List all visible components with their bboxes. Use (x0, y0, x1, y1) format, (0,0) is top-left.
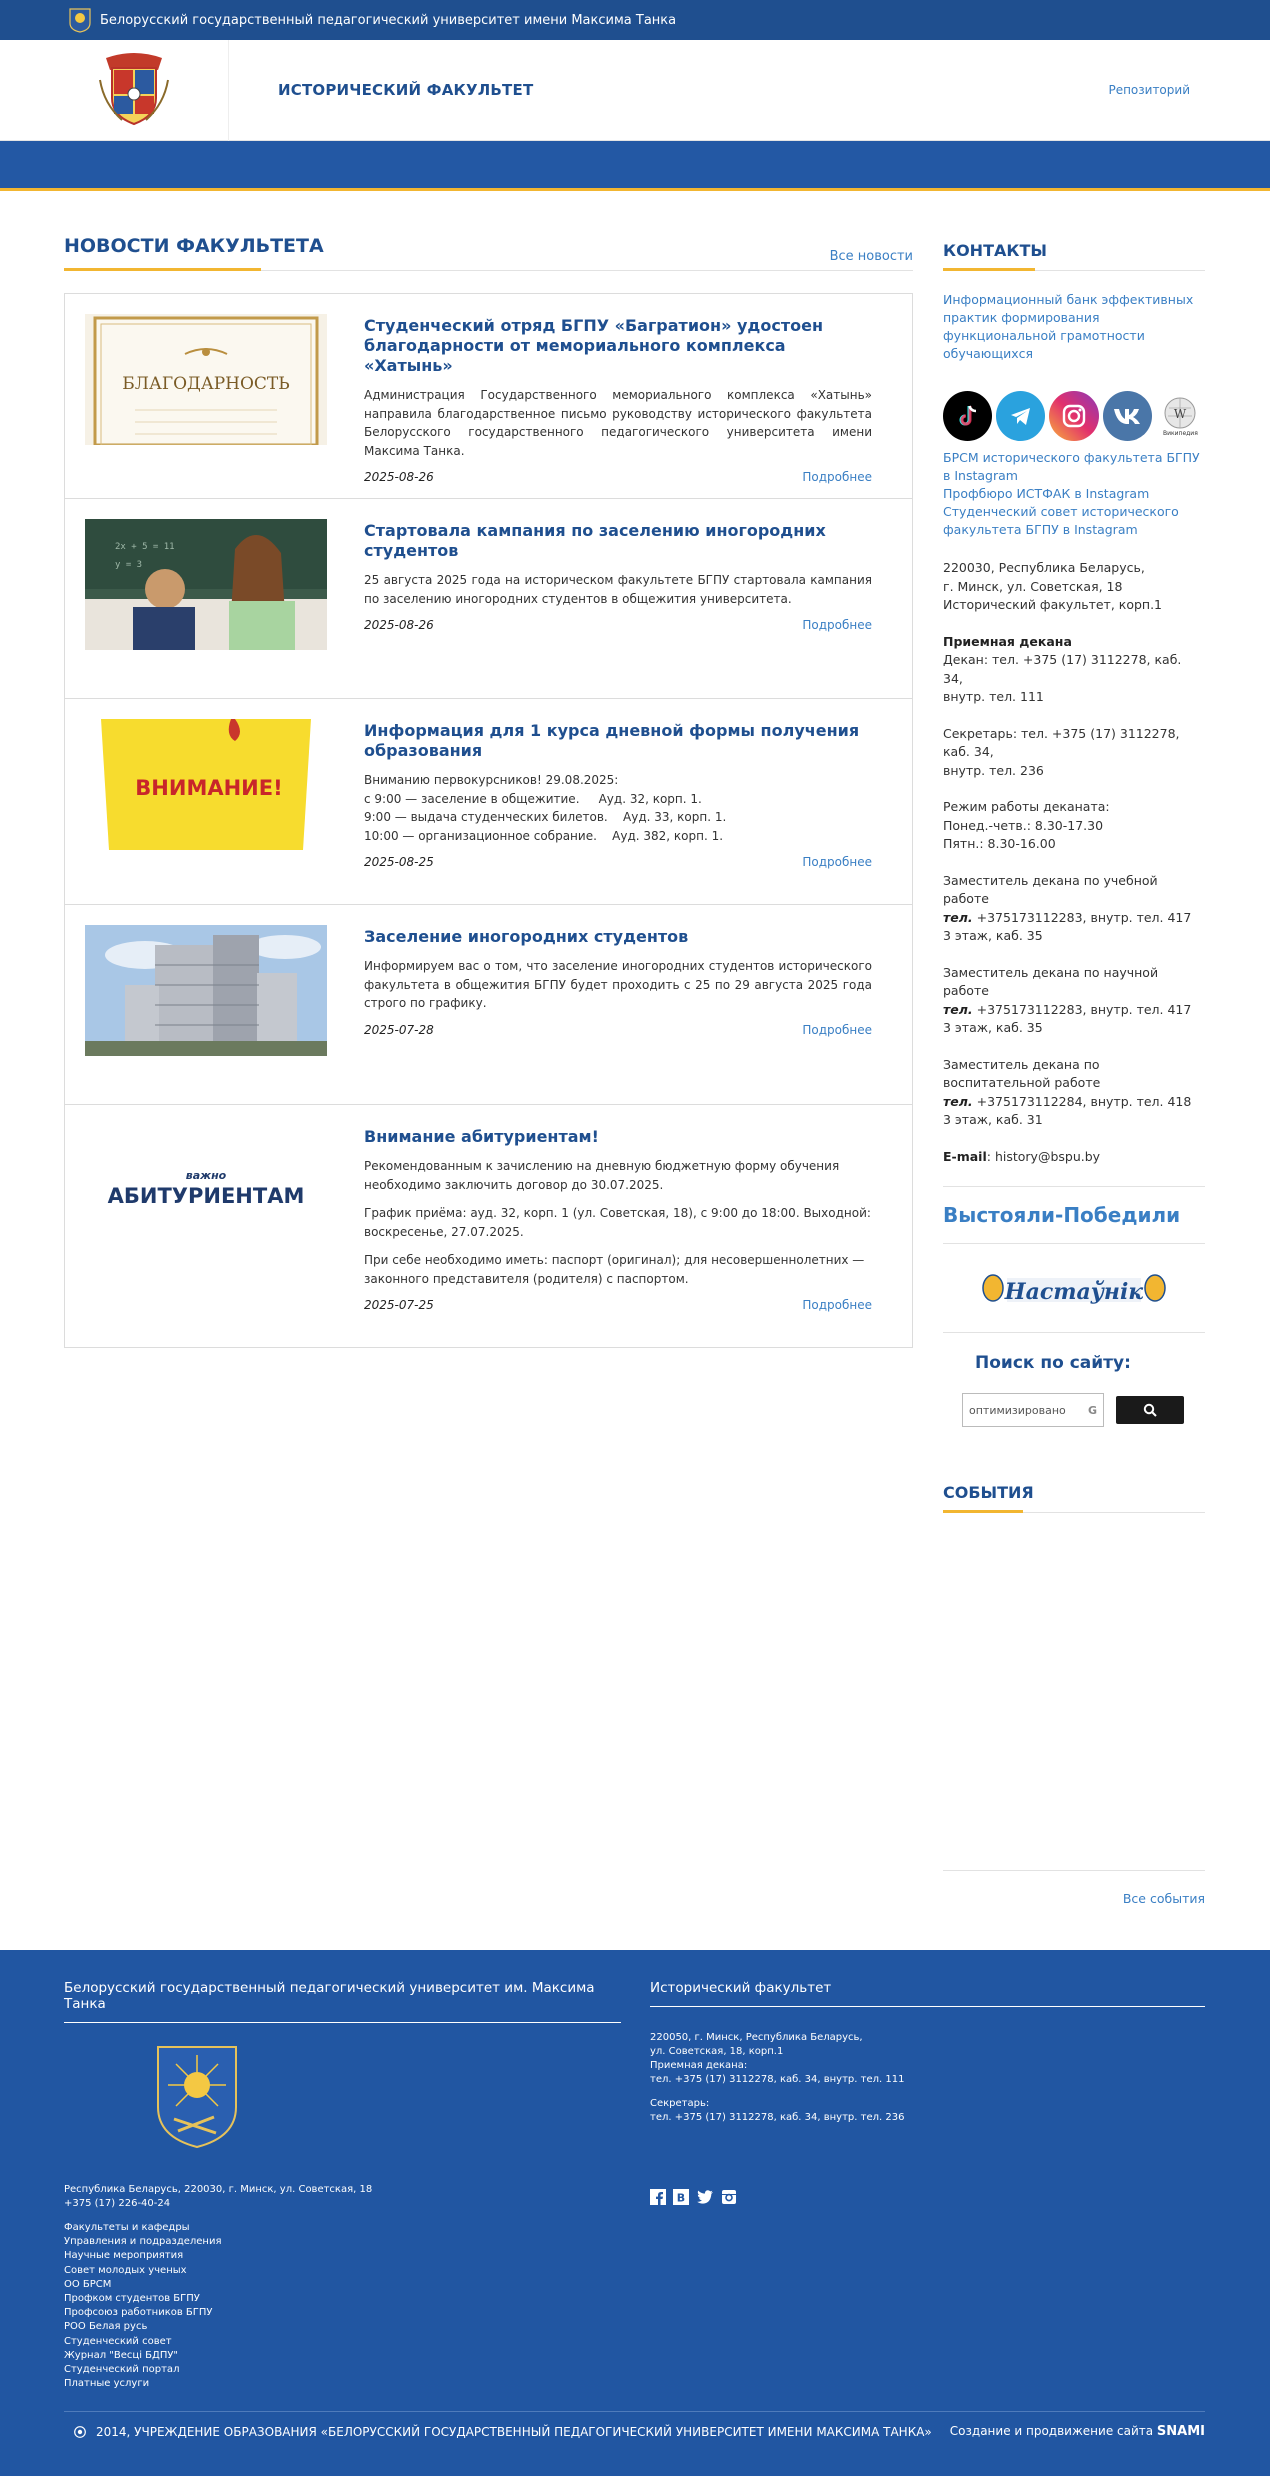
footer-info-line: тел. +375 (17) 3112278, каб. 34, внутр. тел. 236 (650, 2112, 905, 2123)
contacts-title-underline (943, 268, 1035, 271)
brsm-instagram-link[interactable]: БРСМ исторического факультета БГПУ в Instagram (943, 450, 1200, 483)
events-header (943, 1467, 1205, 1513)
applicants-top-text: важно (185, 1169, 227, 1182)
tel-label: тел. (943, 1093, 973, 1109)
profburo-instagram-link[interactable]: Профбюро ИСТФАК в Instagram (943, 486, 1150, 501)
deputy-room: 3 этаж, каб. 31 (943, 1112, 1043, 1127)
address-line: г. Минск, ул. Советская, 18 (943, 578, 1123, 594)
news-thumbnail-gratitude[interactable] (85, 314, 327, 445)
footer-info-line: ул. Советская, 18, корп.1 (650, 2046, 784, 2057)
events-title: СОБЫТИЯ (943, 1483, 1034, 1502)
news-item-title[interactable]: Внимание абитуриентам! (364, 1127, 599, 1146)
vk-icon[interactable] (1103, 391, 1152, 441)
search-input[interactable] (962, 1393, 1104, 1427)
footer-faculty-info (650, 2031, 1205, 2087)
reception-title: Приемная декана (943, 633, 1072, 649)
nav-band (0, 141, 1270, 191)
news-meta (364, 1298, 872, 1316)
search-title: Поиск по сайту: (975, 1353, 1131, 1373)
footer-link[interactable]: Профком студентов БГПУ (64, 2293, 200, 2305)
news-item-title[interactable]: Студенческий отряд БГПУ «Багратион» удостоен благодарности от мемориального комплекса «Хатынь» (364, 316, 823, 375)
footer-link[interactable]: Научные мероприятия (64, 2250, 184, 2262)
header-divider (228, 40, 229, 141)
contacts-title: КОНТАКТЫ (943, 241, 1047, 260)
footer-info-line: Секретарь: (650, 2098, 710, 2109)
tel-label: тел. (943, 1001, 973, 1017)
news-item-title[interactable]: Информация для 1 курса дневной формы получения образования (364, 721, 860, 760)
svg-text:2x + 5 = 11: 2x + 5 = 11 (115, 542, 175, 552)
news-item-text: Информируем вас о том, что заселение иногородних студентов исторического факультета в общежития БГПУ будет проходить с 25 по 29 августа 2025 года строго по графику. (364, 959, 872, 1010)
news-item-text: Администрация Государственного мемориального комплекса «Хатынь» направила благодарственное письмо руководству исторического факультета Белорусского государственного педагогического университета имени Максима Танка. (364, 388, 872, 458)
email-block (943, 1148, 1205, 1167)
news-thumbnail-students[interactable] (85, 519, 327, 650)
read-more-link[interactable]: Подробнее (802, 618, 872, 632)
hours-block (943, 798, 1205, 854)
footer-link[interactable]: ОО БРСМ (64, 2278, 112, 2290)
deputy-phone: +375173112283, внутр. тел. 417 (972, 1001, 1192, 1017)
news-date: 2025-08-26 (364, 470, 434, 484)
copyright-icon (74, 2426, 86, 2438)
news-thumbnail-applicants[interactable] (85, 1125, 327, 1256)
secretary-line: внутр. тел. 236 (943, 762, 1044, 778)
svg-text:В: В (676, 2191, 686, 2205)
made-by-text: Создание и продвижение сайта (949, 2424, 1157, 2438)
hours-line: Пятн.: 8.30-16.00 (943, 836, 1056, 851)
social-icons (943, 391, 1205, 441)
news-item (65, 294, 912, 499)
footer-link[interactable]: Студенческий портал (64, 2364, 180, 2376)
news-meta (364, 1023, 872, 1041)
contacts-header (943, 225, 1205, 271)
news-list (64, 293, 913, 1348)
google-icon: G (1087, 1403, 1097, 1417)
news-item (65, 905, 912, 1105)
news-item-text: При себе необходимо иметь: паспорт (оригинал); для несовершеннолетних — законного представителя (родителя) с паспортом. (364, 1253, 865, 1286)
footer-link[interactable]: Журнал "Весці БДПУ" (64, 2349, 179, 2361)
sidebar (943, 225, 1205, 1513)
deputy-academic (943, 872, 1205, 946)
address-line: Исторический факультет, корп.1 (943, 597, 1163, 612)
news-item-line: с 9:00 — заселение в общежитие. Ауд. 32, корп. 1. (364, 791, 702, 806)
footer-social-icons (650, 2189, 1205, 2205)
footer-address (64, 2183, 621, 2211)
nastaunik-logo-icon[interactable] (979, 1268, 1169, 1308)
all-events-link[interactable]: Все события (1122, 1891, 1205, 1906)
news-item (65, 499, 912, 699)
wikipedia-caption: Википедия (1163, 429, 1198, 437)
site-header (0, 40, 1270, 141)
site-footer (0, 1950, 1270, 2476)
dean-line: Декан: тел. +375 (17) 3112278, каб. 34, (943, 652, 1182, 686)
news-item-line: 9:00 — выдача студенческих билетов. Ауд. 33, корп. 1. (364, 810, 727, 824)
reception-block (943, 633, 1205, 707)
news-meta (364, 618, 872, 636)
news-section (64, 225, 913, 1348)
tel-label: тел. (943, 909, 973, 925)
deputy-science (943, 964, 1205, 1038)
footer-faculty-col (650, 1980, 1205, 2205)
svg-text:y = 3: y = 3 (115, 560, 143, 570)
news-date: 2025-08-25 (364, 855, 434, 869)
divider (943, 1332, 1205, 1333)
twitter-icon[interactable] (696, 2189, 714, 2205)
made-by[interactable] (950, 2424, 1205, 2439)
news-date: 2025-08-26 (364, 618, 434, 632)
made-by-brand[interactable]: SNAMI (1156, 2424, 1205, 2439)
footer-faculty-title: Исторический факультет (650, 1980, 1205, 2007)
university-name[interactable]: Белорусский государственный педагогический университет имени Максима Танка (100, 12, 677, 28)
deputy-room: 3 этаж, каб. 35 (943, 928, 1043, 943)
read-more-link[interactable]: Подробнее (802, 1022, 872, 1037)
news-body (364, 1127, 872, 1316)
student-council-instagram-link[interactable]: Студенческий совет исторического факультета БГПУ в Instagram (943, 504, 1179, 537)
attention-text: ВНИМАНИЕ! (135, 776, 283, 800)
gratitude-text: БЛАГОДАРНОСТЬ (122, 374, 290, 394)
all-news-link[interactable]: Все новости (829, 249, 913, 264)
address-line: 220030, Республика Беларусь, (943, 560, 1145, 575)
secretary-block (943, 725, 1205, 781)
footer-info-line: Приемная декана: (650, 2060, 748, 2071)
news-thumbnail-dormitory[interactable] (85, 925, 327, 1056)
read-more-link[interactable]: Подробнее (802, 1298, 872, 1312)
footer-links (64, 2221, 621, 2391)
news-title-underline (64, 268, 261, 271)
search-form (943, 1393, 1205, 1427)
news-item-text: График приёма: ауд. 32, корп. 1 (ул. Советская, 18), с 9:00 до 18:00. Выходной: воскресенье, 27.07.2025. (364, 1206, 871, 1239)
copyright-text: 2014, УЧРЕЖДЕНИЕ ОБРАЗОВАНИЯ «БЕЛОРУССКИЙ ГОСУДАРСТВЕННЫЙ ПЕДАГОГИЧЕСКИЙ УНИВЕРСИТЕТ ИМЕНИ МАКСИМА ТАНКА» (96, 2424, 932, 2439)
footer-secretary-info (650, 2097, 1205, 2125)
vk-icon[interactable] (673, 2189, 689, 2205)
news-item (65, 1105, 912, 1347)
email-value[interactable]: : history@bspu.by (986, 1148, 1101, 1164)
read-more-link[interactable]: Подробнее (802, 855, 872, 869)
hours-line: Режим работы деканата: (943, 799, 1110, 814)
news-thumbnail-attention[interactable] (85, 719, 327, 850)
svg-text:W: W (1174, 406, 1187, 421)
top-bar (0, 0, 1270, 40)
footer-link[interactable]: Управления и подразделения (64, 2236, 222, 2248)
repository-link[interactable]: Репозиторий (1108, 83, 1190, 97)
vystoyali-banner (943, 1187, 1205, 1243)
footer-phone: +375 (17) 226-40-24 (64, 2198, 171, 2209)
news-item-title[interactable]: Заселение иногородних студентов (364, 927, 689, 946)
instagram-icon[interactable] (721, 2189, 737, 2205)
footer-university-title: Белорусский государственный педагогический университет им. Максима Танка (64, 1980, 621, 2023)
news-item-line: 10:00 — организационное собрание. Ауд. 382, корп. 1. (364, 828, 724, 843)
footer-university-col (64, 1980, 621, 2391)
faculty-coat-of-arms-icon[interactable] (96, 50, 172, 128)
footer-link[interactable]: Платные услуги (64, 2378, 150, 2390)
news-meta (364, 470, 872, 488)
news-body (364, 316, 872, 488)
footer-bottom (64, 2411, 1205, 2451)
news-body (364, 927, 872, 1041)
faculty-title[interactable]: ИСТОРИЧЕСКИЙ ФАКУЛЬТЕТ (278, 81, 534, 99)
search-placeholder: оптимизировано (969, 1403, 1066, 1417)
dean-line: внутр. тел. 111 (943, 689, 1044, 704)
email-label: E-mail (943, 1148, 987, 1164)
deputy-phone: +375173112283, внутр. тел. 417 (972, 909, 1192, 925)
news-item-text: Рекомендованным к зачислению на дневную бюджетную форму обучения необходимо заключить договор до 30.07.2025. (364, 1159, 840, 1192)
main-content (0, 191, 1270, 1950)
wikipedia-icon[interactable] (1156, 391, 1205, 441)
footer-link[interactable]: РОО Белая русь (64, 2321, 148, 2333)
deputy-phone: +375173112284, внутр. тел. 418 (972, 1093, 1192, 1109)
university-emblem-icon[interactable] (68, 7, 92, 33)
news-body (364, 521, 872, 636)
news-date: 2025-07-28 (364, 1022, 434, 1037)
deputy-role: Заместитель декана по воспитательной работе (943, 1056, 1101, 1090)
hours-line: Понед.-четв.: 8.30-17.30 (943, 817, 1104, 833)
secretary-line: Секретарь: тел. +375 (17) 3112278, каб. 34, (943, 725, 1180, 759)
nastaunik-text: Настаўнік (1004, 1279, 1144, 1305)
news-item (65, 699, 912, 905)
social-links (943, 449, 1205, 539)
footer-link[interactable]: Совет молодых ученых (64, 2264, 187, 2276)
news-header (64, 225, 913, 271)
footer-info-line: 220050, г. Минск, Республика Беларусь, (650, 2032, 863, 2043)
events-divider (943, 1870, 1205, 1871)
telegram-icon[interactable] (996, 391, 1045, 441)
news-item-text: 25 августа 2025 года на историческом факультете БГПУ стартовала кампания по заселению иногородних студентов в общежития университета. (364, 573, 872, 606)
read-more-link[interactable]: Подробнее (802, 470, 872, 484)
nastaunik-banner (943, 1244, 1205, 1332)
news-item-line: Вниманию первокурсников! 29.08.2025: (364, 773, 619, 787)
events-title-underline (943, 1510, 1023, 1513)
instagram-icon[interactable] (1049, 391, 1098, 441)
deputy-room: 3 этаж, каб. 35 (943, 1020, 1043, 1035)
footer-link[interactable]: Факультеты и кафедры (64, 2222, 190, 2233)
deputy-role: Заместитель декана по учебной работе (943, 872, 1158, 906)
footer-address-line: Республика Беларусь, 220030, г. Минск, ул. Советская, 18 (64, 2184, 373, 2195)
deputy-role: Заместитель декана по научной работе (943, 964, 1159, 998)
news-body (364, 721, 872, 873)
info-bank-link[interactable]: Информационный банк эффективных практик формирования функциональной грамотности обучающихся (943, 292, 1194, 361)
footer-info-line: тел. +375 (17) 3112278, каб. 34, внутр. тел. 111 (650, 2074, 905, 2085)
address-block (943, 559, 1205, 615)
news-date: 2025-07-25 (364, 1298, 434, 1312)
university-emblem-icon[interactable] (156, 2045, 238, 2149)
facebook-icon[interactable] (650, 2189, 666, 2205)
search-icon (1143, 1403, 1157, 1417)
search-button[interactable] (1116, 1396, 1184, 1424)
deputy-education (943, 1056, 1205, 1130)
news-title: НОВОСТИ ФАКУЛЬТЕТА (64, 235, 324, 257)
applicants-text: АБИТУРИЕНТАМ (107, 1184, 305, 1208)
footer-link[interactable]: Студенческий совет (64, 2335, 172, 2347)
news-meta (364, 855, 872, 873)
vystoyali-link[interactable]: Выстояли-Победили (943, 1203, 1181, 1227)
news-item-title[interactable]: Стартовала кампания по заселению иногородних студентов (364, 521, 826, 560)
copyright (74, 2425, 932, 2439)
tiktok-icon[interactable] (943, 391, 992, 441)
footer-link[interactable]: Профсоюз работников БГПУ (64, 2307, 213, 2319)
